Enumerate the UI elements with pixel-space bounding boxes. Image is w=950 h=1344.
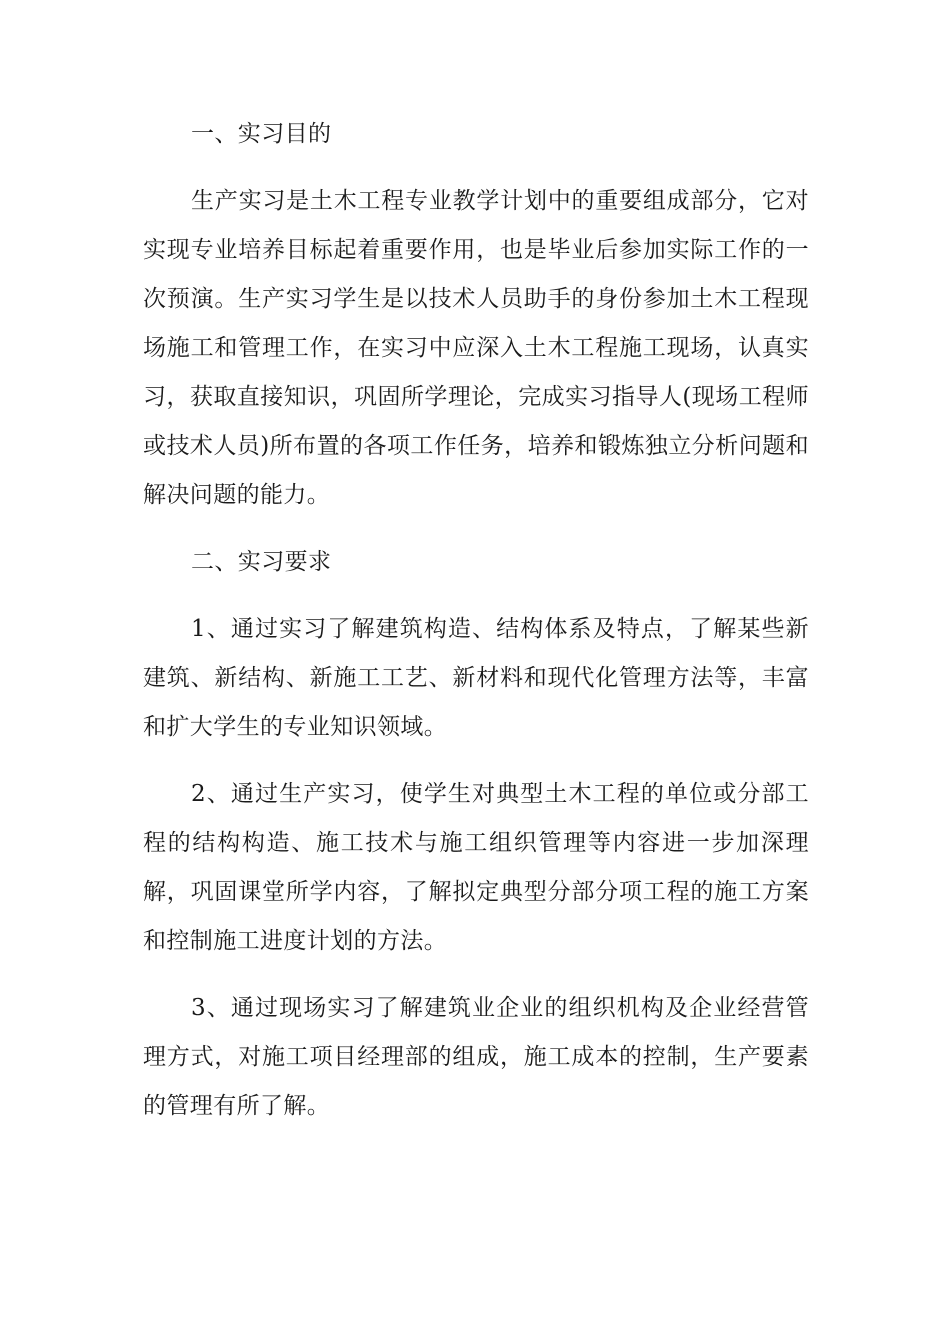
document-body bbox=[143, 110, 809, 1149]
section-heading-purpose: 一、实习目的 bbox=[191, 121, 332, 147]
section-heading-requirements: 二、实习要求 bbox=[191, 549, 332, 575]
purpose-paragraph: 生产实习是土木工程专业教学计划中的重要组成部分，它对实现专业培养目标起着重要作用，也是毕业后参加实际工作的一次预演。生产实习学生是以技术人员助手的身份参加土木工程现场施工和管理工作，在实习中应深入土木工程施工现场，认真实习，获取直接知识，巩固所学理论，完成实习指导人(现场工程师或技术人员)所布置的各项工作任务，培养和锻炼独立分析问题和解决问题的能力。 bbox=[143, 188, 809, 508]
requirement-item-1: 1、通过实习了解建筑构造、结构体系及特点，了解某些新建筑、新结构、新施工工艺、新材料和现代化管理方法等，丰富和扩大学生的专业知识领域。 bbox=[143, 616, 809, 740]
requirement-item-3: 3、通过现场实习了解建筑业企业的组织机构及企业经营管理方式，对施工项目经理部的组成，施工成本的控制，生产要素的管理有所了解。 bbox=[143, 995, 809, 1119]
requirement-item-2: 2、通过生产实习，使学生对典型土木工程的单位或分部工程的结构构造、施工技术与施工组织管理等内容进一步加深理解，巩固课堂所学内容，了解拟定典型分部分项工程的施工方案和控制施工进度计划的方法。 bbox=[143, 781, 809, 954]
